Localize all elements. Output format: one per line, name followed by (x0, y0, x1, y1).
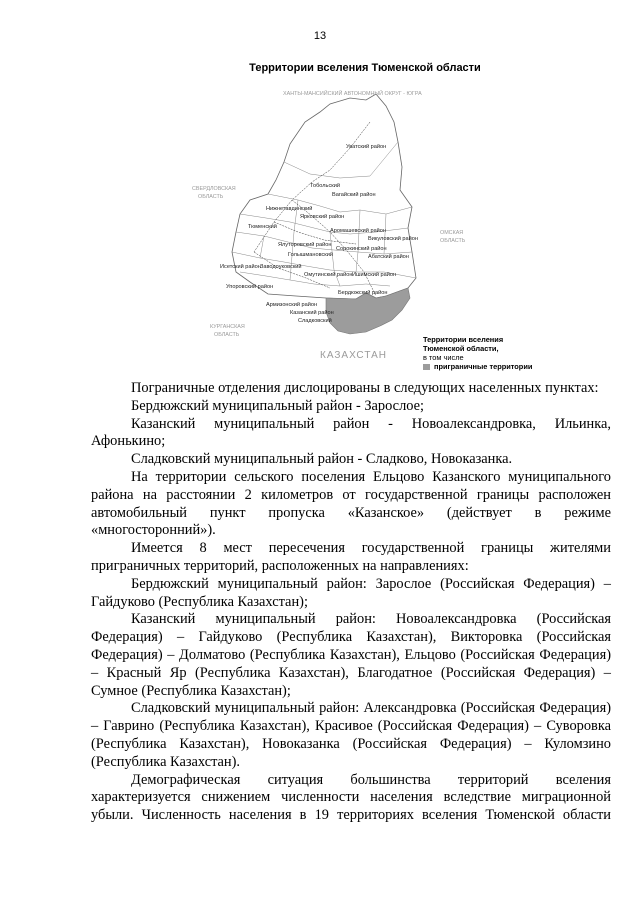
paragraph-5: На территории сельского поселения Ельцово Казанского муниципального района на расстоянии 2 километров от государственной границы расположен автомобильный пункт пропуска «Казанское» (действует в режиме «многосторонний»). (91, 468, 611, 539)
paragraph-10: Демографическая ситуация большинства территорий вселения характеризуется снижением численности населения вследствие миграционной убыли. Численность населения в 19 территориях вселения Тюменской области (91, 771, 611, 824)
label-sorokino: Сорокинский район (336, 246, 387, 252)
label-uvat: Уватский район (346, 144, 387, 150)
paragraph-2: Бердюжский муниципальный район - Зарослое; (131, 397, 425, 414)
label-isetsky: Исетский район (220, 264, 261, 270)
paragraph-7: Бердюжский муниципальный район: Зарослое (Российская Федерация) – Гайдуково (Республика Казахстан); (91, 575, 611, 610)
label-tobolsk: Тобольский (310, 183, 340, 189)
label-abatsky: Абатский район (368, 254, 409, 260)
label-yarkovsky: Ярковский район (300, 214, 345, 220)
label-tyumen: Тюменский (248, 224, 277, 230)
label-ishim: Ишимский район (352, 272, 397, 278)
label-nizhnetavdinsky: Нижнетавдинский (266, 206, 313, 212)
paragraph-1: Пограничные отделения дислоцированы в следующих населенных пунктах: (131, 380, 599, 396)
label-sladkovsky: Сладковский (298, 318, 332, 324)
paragraph-3: Казанский муниципальный район - Новоалександровка, Ильинка, Афонькино; (91, 415, 611, 450)
page-number: 13 (313, 30, 327, 42)
label-khanty: ХАНТЫ-МАНСИЙСКИЙ АВТОНОМНЫЙ ОКРУГ - ЮГРА (283, 91, 422, 97)
map-legend (423, 335, 563, 371)
paragraph-9: Сладковский муниципальный район: Александровка (Российская Федерация) – Гаврино (Республика Казахстан), Красивое (Российская Федерация) – Суворовка (Республика Казахстан), Новоказанка (Российская Федерация) – Куломзино (Республика Казахстан). (91, 700, 611, 770)
label-kazakhstan: КАЗАХСТАН (320, 350, 387, 361)
region-map-svg (180, 82, 540, 377)
paragraph-8: Казанский муниципальный район: Новоалександровка (Российская Федерация) – Гайдуково (Республика Казахстан), Викторовка (Российская Федерация) – Долматово (Республика Казахстан), Ельцово (Российская Федерация) – Красный Яр (Республика Казахстан), Благодатное (Российская Федерация) – Сумное (Республика Казахстан); (91, 611, 611, 699)
label-omsk-1: ОМСКАЯ (440, 230, 464, 236)
label-kurgan-1: КУРГАНСКАЯ (210, 324, 245, 330)
label-aromashevo: Аромашевский район (330, 228, 387, 234)
label-kazansky: Казанский район (290, 310, 334, 316)
label-uporovsky: Упоровский район (226, 284, 274, 290)
label-yalutorovsk: Ялуторовский район (278, 242, 332, 248)
label-kurgan-2: ОБЛАСТЬ (214, 332, 240, 338)
label-vagay: Вагайский район (332, 192, 376, 198)
legend-line-2: Тюменской области, (423, 344, 499, 353)
legend-line-3: в том числе (423, 353, 464, 362)
label-vikulovo: Викуловский район (368, 236, 418, 242)
label-sverdlovsk-2: ОБЛАСТЬ (198, 194, 224, 200)
label-omsk-2: ОБЛАСТЬ (440, 238, 466, 244)
map-title: Территории вселения Тюменской области (249, 62, 481, 74)
label-berdyuzhsky: Бердюжский район (338, 290, 388, 296)
label-omutinsky: Омутинский район (304, 272, 353, 278)
legend-line-1: Территории вселения (423, 335, 504, 344)
label-golyshmanovo: Голышмановский (288, 252, 333, 258)
legend-swatch (423, 364, 430, 370)
paragraph-4: Сладковский муниципальный район - Сладково, Новоказанка. (131, 451, 513, 468)
paragraph-6: Имеется 8 мест пересечения государственной границы жителями приграничных территорий, расположенных на направлениях: (91, 540, 611, 574)
label-sverdlovsk-1: СВЕРДЛОВСКАЯ (192, 186, 236, 192)
label-zavodoukovsk: Заводоуковский (260, 264, 302, 270)
legend-border-row (423, 362, 563, 371)
body-text (91, 380, 611, 825)
label-armizonsky: Армизонский район (266, 302, 318, 308)
legend-line-4: приграничные территории (434, 362, 533, 371)
region-map (180, 82, 540, 377)
